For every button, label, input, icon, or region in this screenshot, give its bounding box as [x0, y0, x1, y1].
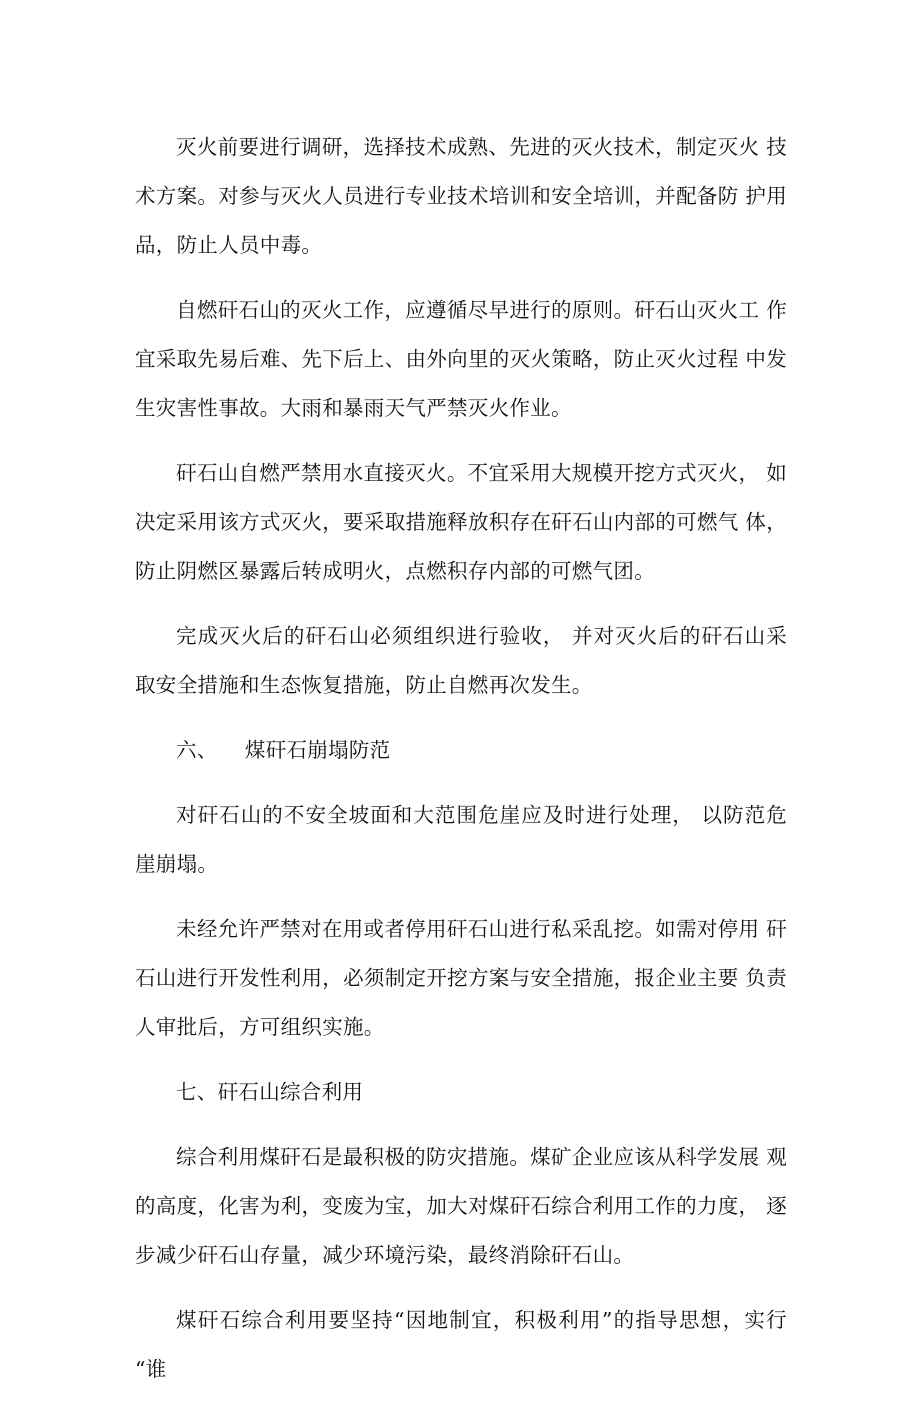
paragraph-slope-treatment: 对矸石山的不安全坡面和大范围危崖应及时进行处理， 以防范危 崖崩塌。	[135, 803, 794, 876]
paragraph-fire-principle: 自燃矸石山的灭火工作，应遵循尽早进行的原则。矸石山灭火工 作宜采取先易后难、先下后上、由外向里的灭火策略，防止灭火过程 中发生灾害性事故。大雨和暴雨天气严禁灭火作业。	[135, 298, 787, 420]
paragraph-fire-preparation: 灭火前要进行调研，选择技术成熟、先进的灭火技术，制定灭火 技术方案。对参与灭火人员进行专业技术培训和安全培训，并配备防 护用品，防止人员中毒。	[135, 135, 787, 257]
paragraph-excavation-prohibition: 未经允许严禁对在用或者停用矸石山进行私采乱挖。如需对停用 矸石山进行开发性利用，必须制定开挖方案与安全措施，报企业主要 负责人审批后，方可组织实施。	[135, 917, 787, 1039]
section-heading-collapse-prevention: 六、 煤矸石崩塌防范	[176, 738, 391, 762]
paragraph-water-prohibition: 矸石山自燃严禁用水直接灭火。不宜采用大规模开挖方式灭火， 如决定采用该方式灭火，要采取措施释放积存在矸石山内部的可燃气 体，防止阴燃区暴露后转成明火，点燃积存内部的可燃气团。	[135, 461, 787, 583]
paragraph-comprehensive-use: 综合利用煤矸石是最积极的防灾措施。煤矿企业应该从科学发展 观的高度，化害为利，变废为宝，加大对煤矸石综合利用工作的力度， 逐步减少矸石山存量，减少环境污染，最终消除矸石山。	[135, 1145, 787, 1267]
paragraph-acceptance: 完成灭火后的矸石山必须组织进行验收， 并对灭火后的矸石山采 取安全措施和生态恢复措施，防止自燃再次发生。	[135, 624, 794, 697]
document-body	[135, 123, 794, 1410]
paragraph-guiding-principle: 煤矸石综合利用要坚持“因地制宜，积极利用”的指导思想，实行 “谁	[135, 1308, 794, 1381]
section-heading-comprehensive-use: 七、矸石山综合利用	[176, 1080, 364, 1104]
